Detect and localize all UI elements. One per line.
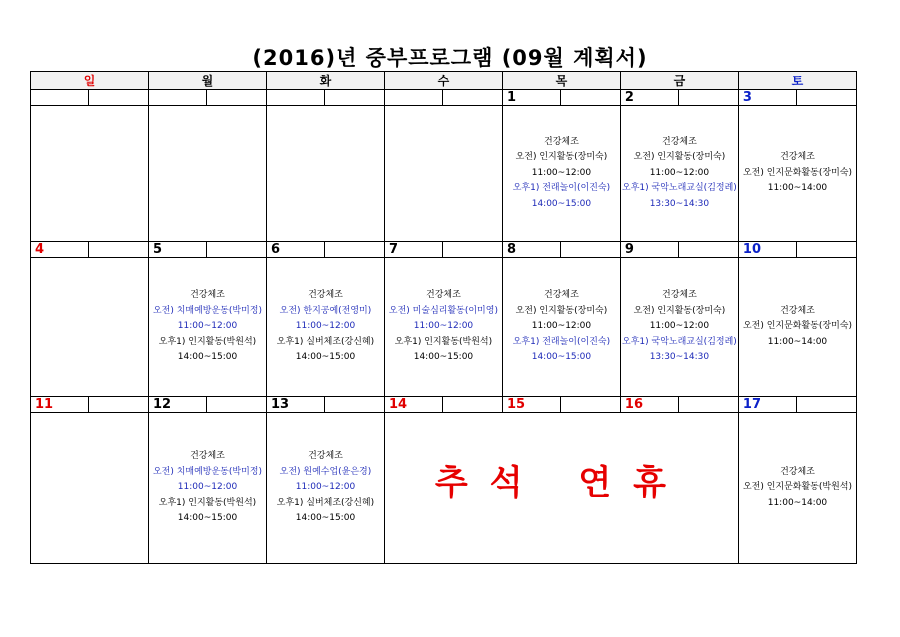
schedule-line: 오전) 원예수업(윤은경) xyxy=(279,466,372,477)
date-cell: 3 xyxy=(738,90,796,106)
date-spacer xyxy=(561,397,621,413)
monthly-calendar xyxy=(30,71,857,564)
schedule-line: 11:00~14:00 xyxy=(767,183,828,194)
schedule-line: 건강체조 xyxy=(662,290,697,301)
date-cell: 15 xyxy=(502,397,560,413)
schedule-cell xyxy=(738,106,856,242)
weekday-sat: 토 xyxy=(738,72,856,90)
date-spacer xyxy=(797,397,857,413)
schedule-line: 11:00~12:00 xyxy=(413,321,474,332)
schedule-cell xyxy=(266,258,384,397)
schedule-cell xyxy=(148,258,266,397)
date-spacer xyxy=(89,90,149,106)
schedule-cell xyxy=(384,258,502,397)
schedule-line: 11:00~14:00 xyxy=(767,497,828,508)
date-cell: 12 xyxy=(148,397,206,413)
schedule-line: 13:30~14:30 xyxy=(649,352,710,363)
schedule-cell xyxy=(738,258,856,397)
weekday-sun: 일 xyxy=(31,72,149,90)
week1-date-row xyxy=(31,90,857,106)
schedule-line: 건강체조 xyxy=(544,136,579,147)
schedule-line: 11:00~12:00 xyxy=(177,321,238,332)
schedule-line: 건강체조 xyxy=(190,290,225,301)
date-spacer xyxy=(89,397,149,413)
schedule-line: 11:00~12:00 xyxy=(295,482,356,493)
date-spacer xyxy=(797,242,857,258)
date-spacer xyxy=(207,90,267,106)
date-spacer xyxy=(561,90,621,106)
date-spacer xyxy=(797,90,857,106)
schedule-line: 11:00~12:00 xyxy=(295,321,356,332)
weekday-header-row xyxy=(31,72,857,90)
schedule-cell xyxy=(266,106,384,242)
schedule-line: 11:00~14:00 xyxy=(767,336,828,347)
schedule-line: 11:00~12:00 xyxy=(649,321,710,332)
date-spacer xyxy=(679,242,739,258)
schedule-line: 11:00~12:00 xyxy=(531,321,592,332)
weekday-fri: 금 xyxy=(620,72,738,90)
schedule-line: 14:00~15:00 xyxy=(295,352,356,363)
week2-date-row xyxy=(31,242,857,258)
date-spacer xyxy=(89,242,149,258)
schedule-line: 11:00~12:00 xyxy=(177,482,238,493)
schedule-line: 오전) 인지문화활동(장미숙) xyxy=(742,321,852,332)
weekday-wed: 수 xyxy=(384,72,502,90)
schedule-line: 11:00~12:00 xyxy=(531,167,592,178)
date-spacer xyxy=(443,397,503,413)
schedule-line: 건강체조 xyxy=(426,290,461,301)
date-cell: 2 xyxy=(620,90,678,106)
date-cell: 9 xyxy=(620,242,678,258)
date-cell: 6 xyxy=(266,242,324,258)
schedule-line: 오후1) 전래놀이(이진숙) xyxy=(512,183,611,194)
date-cell: 16 xyxy=(620,397,678,413)
date-spacer xyxy=(561,242,621,258)
date-spacer xyxy=(679,397,739,413)
schedule-line: 14:00~15:00 xyxy=(531,352,592,363)
holiday-label: 추석 연휴 xyxy=(434,462,689,503)
schedule-line: 오전) 미술심리활동(이미영) xyxy=(388,305,498,316)
date-spacer xyxy=(325,242,385,258)
schedule-line: 건강체조 xyxy=(308,451,343,462)
schedule-line: 오전) 인지활동(장미숙) xyxy=(515,152,608,163)
date-cell: 17 xyxy=(738,397,796,413)
schedule-line: 건강체조 xyxy=(780,466,815,477)
schedule-line: 오전) 치매예방운동(박미정) xyxy=(152,466,262,477)
date-cell: 4 xyxy=(31,242,89,258)
schedule-line: 오전) 인지활동(장미숙) xyxy=(633,152,726,163)
date-cell xyxy=(31,90,89,106)
week1-schedule-row xyxy=(31,106,857,242)
schedule-cell xyxy=(31,413,149,564)
schedule-cell xyxy=(738,413,856,564)
schedule-line: 오후1) 실버체조(강신혜) xyxy=(276,497,375,508)
date-spacer xyxy=(443,90,503,106)
date-spacer xyxy=(207,242,267,258)
schedule-line: 오후1) 인지활동(박원석) xyxy=(158,336,257,347)
schedule-cell xyxy=(384,106,502,242)
schedule-line: 오전) 인지문화활동(박원석) xyxy=(742,482,852,493)
schedule-cell xyxy=(620,258,738,397)
schedule-cell xyxy=(620,106,738,242)
date-spacer xyxy=(325,90,385,106)
schedule-line: 건강체조 xyxy=(662,136,697,147)
date-cell: 5 xyxy=(148,242,206,258)
date-cell xyxy=(148,90,206,106)
date-cell: 8 xyxy=(502,242,560,258)
schedule-line: 건강체조 xyxy=(190,451,225,462)
schedule-line: 14:00~15:00 xyxy=(413,352,474,363)
date-cell: 13 xyxy=(266,397,324,413)
page-title: (2016)년 중부프로그램 (09월 계획서) xyxy=(252,46,648,70)
date-cell xyxy=(266,90,324,106)
schedule-line: 오전) 인지활동(장미숙) xyxy=(515,305,608,316)
date-cell: 10 xyxy=(738,242,796,258)
schedule-line: 오후1) 전래놀이(이진숙) xyxy=(512,336,611,347)
schedule-line: 오후1) 인지활동(박원석) xyxy=(394,336,493,347)
schedule-line: 건강체조 xyxy=(780,152,815,163)
date-cell: 1 xyxy=(502,90,560,106)
date-spacer xyxy=(679,90,739,106)
schedule-cell xyxy=(502,106,620,242)
schedule-cell xyxy=(31,258,149,397)
schedule-line: 오후1) 국악노래교실(김정례) xyxy=(622,183,737,194)
schedule-line: 11:00~12:00 xyxy=(649,167,710,178)
schedule-cell xyxy=(148,106,266,242)
schedule-line: 14:00~15:00 xyxy=(295,513,356,524)
schedule-line: 건강체조 xyxy=(544,290,579,301)
schedule-line: 13:30~14:30 xyxy=(649,198,710,209)
schedule-line: 오전) 인지문화활동(장미숙) xyxy=(742,167,852,178)
schedule-line: 14:00~15:00 xyxy=(177,352,238,363)
date-spacer xyxy=(325,397,385,413)
date-cell: 14 xyxy=(384,397,442,413)
weekday-thu: 목 xyxy=(502,72,620,90)
schedule-line: 건강체조 xyxy=(308,290,343,301)
schedule-line: 오후1) 인지활동(박원석) xyxy=(158,497,257,508)
schedule-cell xyxy=(148,413,266,564)
schedule-line: 오전) 한지공예(전영미) xyxy=(279,305,372,316)
schedule-line: 오후1) 실버체조(강신혜) xyxy=(276,336,375,347)
week3-schedule-row xyxy=(31,413,857,564)
schedule-cell xyxy=(266,413,384,564)
date-cell: 7 xyxy=(384,242,442,258)
week2-schedule-row xyxy=(31,258,857,397)
schedule-cell xyxy=(502,258,620,397)
date-spacer xyxy=(443,242,503,258)
schedule-line: 오후1) 국악노래교실(김정례) xyxy=(622,336,737,347)
schedule-cell xyxy=(31,106,149,242)
schedule-line: 14:00~15:00 xyxy=(177,513,238,524)
schedule-line: 오전) 치매예방운동(박미정) xyxy=(152,305,262,316)
week3-date-row xyxy=(31,397,857,413)
schedule-line: 오전) 인지활동(장미숙) xyxy=(633,305,726,316)
weekday-mon: 월 xyxy=(148,72,266,90)
holiday-cell xyxy=(384,413,738,564)
schedule-line: 건강체조 xyxy=(780,305,815,316)
date-spacer xyxy=(207,397,267,413)
date-cell xyxy=(384,90,442,106)
weekday-tue: 화 xyxy=(266,72,384,90)
date-cell: 11 xyxy=(31,397,89,413)
schedule-line: 14:00~15:00 xyxy=(531,198,592,209)
